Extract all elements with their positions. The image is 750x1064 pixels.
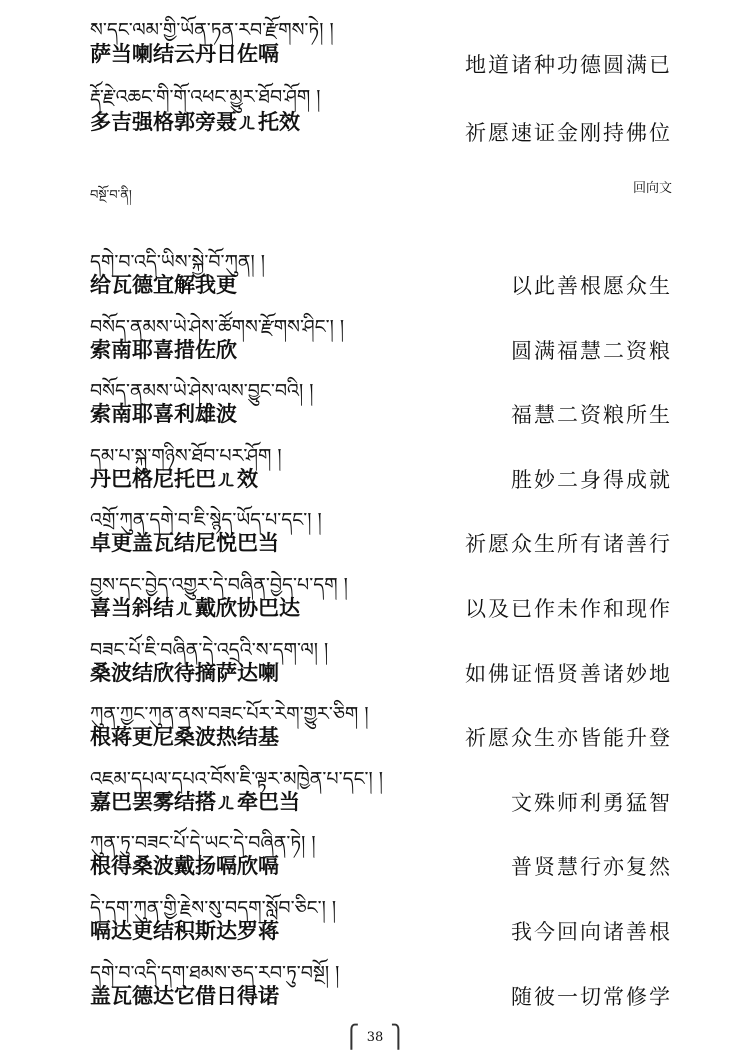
tibetan-line: དམ་པ་སྐུ་གཉིས་ཐོབ་པར་ཤོག །: [90, 445, 282, 467]
tibetan-line: བཟང་པོ་ཇི་བཞིན་དེ་འདྲའི་ས་དག་ལ། །: [90, 639, 329, 661]
tibetan-line: བསོད་ནམས་ཡེ་ཤེས་ཚོགས་རྫོགས་ཤིང་། །: [90, 316, 345, 338]
transliteration-line: 索南耶喜利雄波: [90, 402, 237, 426]
transliteration-line: 索南耶喜措佐欣: [90, 338, 237, 362]
chinese-translation-line: 祈愿速证金刚持佛位: [465, 121, 672, 145]
tibetan-line: དགེ་བ་འདི་ཡིས་སྐྱེ་བོ་ཀུན། །: [90, 251, 266, 273]
tibetan-line: དེ་དག་ཀུན་གྱི་རྗེས་སུ་བདག་སློབ་ཅིང་། །: [90, 897, 337, 919]
tibetan-line: ས་དང་ལམ་གྱི་ཡོན་ཏན་རབ་རྫོགས་ཏེ། །: [90, 19, 334, 41]
chinese-translation-line: 胜妙二身得成就: [511, 468, 672, 492]
transliteration-line: 萨当喇结云丹日佐嗝: [90, 42, 279, 66]
chinese-translation-line: 以及已作未作和现作: [465, 597, 672, 621]
transliteration-line: 嘉巴罢雾结搭ㄦ牵巴当: [90, 790, 300, 814]
tibetan-line: རྡོ་རྗེ་འཆང་གི་གོ་འཕང་མྱུར་ཐོབ་ཤོག །: [90, 86, 321, 108]
page-number-left-ornament: ⎧: [343, 1025, 367, 1050]
page-number: [0, 1022, 750, 1050]
tibetan-line: ཀུན་ཀྱང་ཀུན་ནས་བཟང་པོར་རེག་གྱུར་ཅིག །: [90, 703, 369, 725]
transliteration-line: 根蒋更尼桑波热结基: [90, 725, 279, 749]
chinese-translation-line: 祈愿众生所有诸善行: [465, 532, 672, 556]
transliteration-line: 盖瓦德达它借日得诺: [90, 984, 279, 1008]
transliteration-line: 根得桑波戴扬嗝欣嗝: [90, 854, 279, 878]
chinese-translation-line: 圆满福慧二资粮: [511, 339, 672, 363]
chinese-translation-line: 以此善根愿众生: [511, 274, 672, 298]
section-title-tibetan: བསྔོ་བ་ནི།: [90, 188, 132, 203]
transliteration-line: 嗝达更结积斯达罗蒋: [90, 919, 279, 943]
page-number-value: 38: [366, 1030, 384, 1045]
section-title-chinese: 回向文: [632, 181, 672, 196]
transliteration-line: 卓更盖瓦结尼悦巴当: [90, 531, 279, 555]
chinese-translation-line: 文殊师利勇猛智: [511, 791, 672, 815]
tibetan-line: བྱས་དང་བྱེད་འགྱུར་དེ་བཞིན་བྱེད་པ་དག །: [90, 574, 348, 596]
tibetan-line: བསོད་ནམས་ཡེ་ཤེས་ལས་བྱུང་བའི། །: [90, 380, 314, 402]
transliteration-line: 桑波结欣待摘萨达喇: [90, 661, 279, 685]
transliteration-line: 给瓦德宜解我更: [90, 273, 237, 297]
chinese-translation-line: 祈愿众生亦皆能升登: [465, 726, 672, 750]
page-number-right-ornament: ⎫: [383, 1025, 407, 1050]
tibetan-line: དགེ་བ་འདི་དག་ཐམས་ཅད་རབ་ཏུ་བསྔོ། །: [90, 962, 340, 984]
chinese-translation-line: 随彼一切常修学: [511, 985, 672, 1009]
tibetan-line: འཇམ་དཔལ་དཔའ་བོས་ཇི་ལྟར་མཁྱེན་པ་དང་། །: [90, 768, 383, 790]
tibetan-line: འགྲོ་ཀུན་དགེ་བ་ཇི་སྙེད་ཡོད་པ་དང་། །: [90, 509, 322, 531]
transliteration-line: 丹巴格尼托巴ㄦ效: [90, 467, 258, 491]
tibetan-line: ཀུན་ཏུ་བཟང་པོ་དེ་ཡང་དེ་བཞིན་ཏེ། །: [90, 832, 316, 854]
chinese-translation-line: 普贤慧行亦复然: [511, 855, 672, 879]
chinese-translation-line: 地道诸种功德圆满已: [465, 53, 672, 77]
transliteration-line: 喜当斜结ㄦ戴欣协巴达: [90, 596, 300, 620]
transliteration-line: 多吉强格郭旁聂ㄦ托效: [90, 110, 300, 134]
chinese-translation-line: 我今回向诸善根: [511, 920, 672, 944]
chinese-translation-line: 如佛证悟贤善诸妙地: [465, 662, 672, 686]
chinese-translation-line: 福慧二资粮所生: [511, 403, 672, 427]
